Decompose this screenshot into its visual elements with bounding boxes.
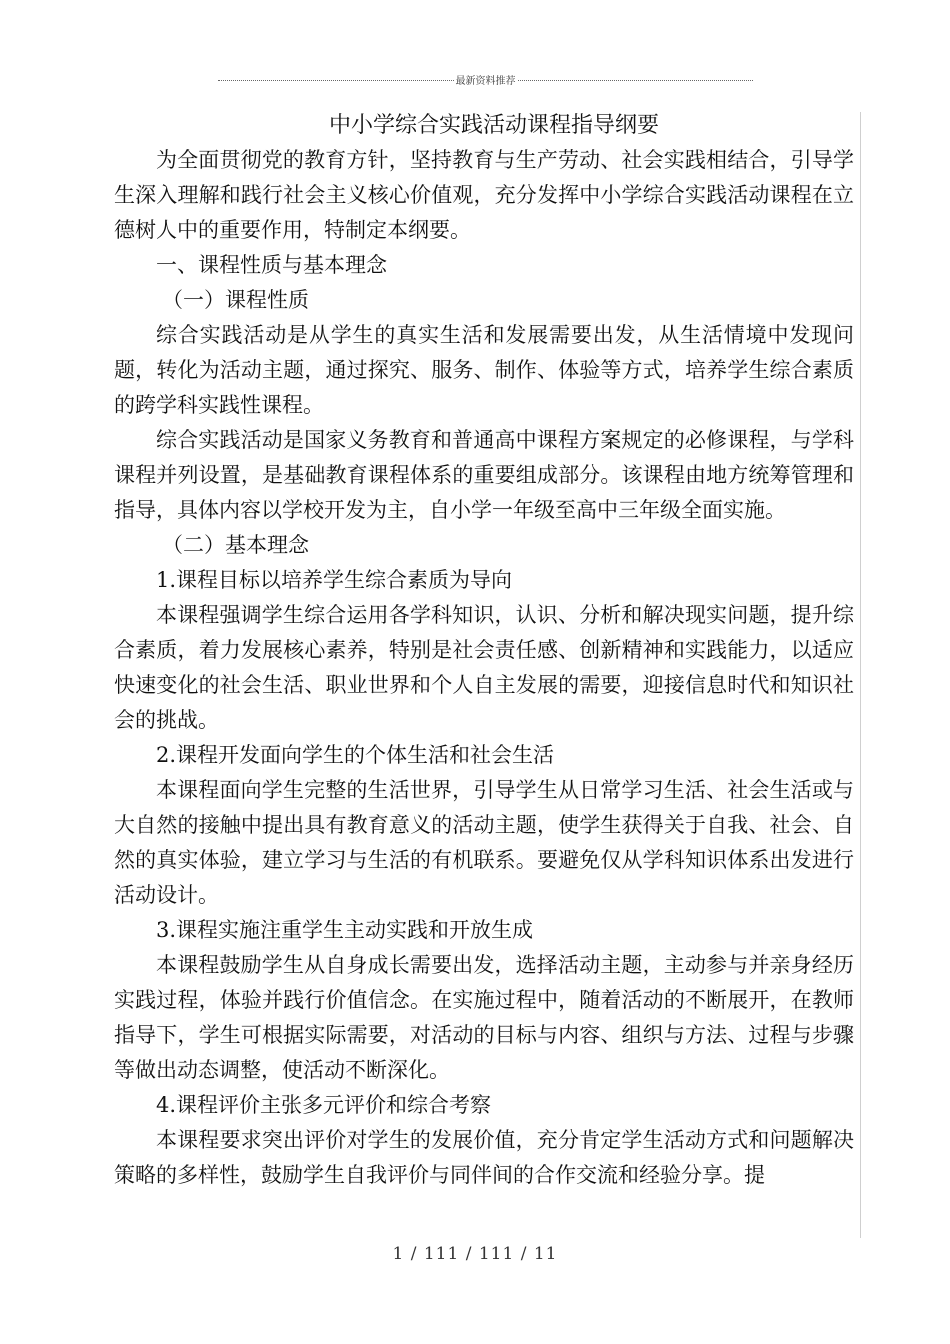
body-paragraph: 综合实践活动是国家义务教育和普通高中课程方案规定的必修课程，与学科课程并列设置，是基础教育课程体系的重要组成部分。该课程由地方统筹管理和指导，具体内容以学校开发为主，自小学一年级至高中三年级全面实施。 xyxy=(114,428,854,522)
numbered-heading-4: 4.课程评价主张多元评价和综合考察 xyxy=(156,1093,492,1117)
section-heading-1: 一、课程性质与基本理念 xyxy=(156,253,387,277)
header-dotted-rule-right xyxy=(518,80,754,81)
page-footer: 1 / 111 / 111 / 11 xyxy=(392,1244,558,1264)
body-paragraph: 综合实践活动是从学生的真实生活和发展需要出发，从生活情境中发现问题，转化为活动主题，通过探究、服务、制作、体验等方式，培养学生综合素质的跨学科实践性课程。 xyxy=(114,323,854,417)
page-header xyxy=(218,72,753,87)
right-margin-rule xyxy=(860,112,861,1238)
numbered-heading-1: 1.课程目标以培养学生综合素质为导向 xyxy=(156,568,513,592)
header-label: 最新资料推荐 xyxy=(455,76,516,87)
body-paragraph: 本课程要求突出评价对学生的发展价值，充分肯定学生活动方式和问题解决策略的多样性，鼓励学生自我评价与同伴间的合作交流和经验分享。提 xyxy=(114,1128,854,1187)
body-paragraph: 本课程面向学生完整的生活世界，引导学生从日常学习生活、社会生活或与大自然的接触中提出具有教育意义的活动主题，使学生获得关于自我、社会、自然的真实体验，建立学习与生活的有机联系。要避免仅从学科知识体系出发进行活动设计。 xyxy=(114,778,854,907)
header-dotted-rule-left xyxy=(218,80,454,81)
document-body xyxy=(114,108,854,1193)
numbered-heading-2: 2.课程开发面向学生的个体生活和社会生活 xyxy=(156,743,555,767)
subsection-heading-1: （一）课程性质 xyxy=(162,288,309,312)
body-paragraph: 本课程强调学生综合运用各学科知识，认识、分析和解决现实问题，提升综合素质，着力发展核心素养，特别是社会责任感、创新精神和实践能力，以适应快速变化的社会生活、职业世界和个人自主发展的需要，迎接信息时代和知识社会的挑战。 xyxy=(114,603,854,732)
document-title: 中小学综合实践活动课程指导纲要 xyxy=(328,113,659,138)
body-paragraph: 本课程鼓励学生从自身成长需要出发，选择活动主题，主动参与并亲身经历实践过程，体验并践行价值信念。在实施过程中，随着活动的不断展开，在教师指导下，学生可根据实际需要，对活动的目标与内容、组织与方法、过程与步骤等做出动态调整，使活动不断深化。 xyxy=(114,953,854,1082)
subsection-heading-2: （二）基本理念 xyxy=(162,533,309,557)
numbered-heading-3: 3.课程实施注重学生主动实践和开放生成 xyxy=(156,918,534,942)
intro-paragraph: 为全面贯彻党的教育方针，坚持教育与生产劳动、社会实践相结合，引导学生深入理解和践行社会主义核心价值观，充分发挥中小学综合实践活动课程在立德树人中的重要作用，特制定本纲要。 xyxy=(114,148,854,242)
